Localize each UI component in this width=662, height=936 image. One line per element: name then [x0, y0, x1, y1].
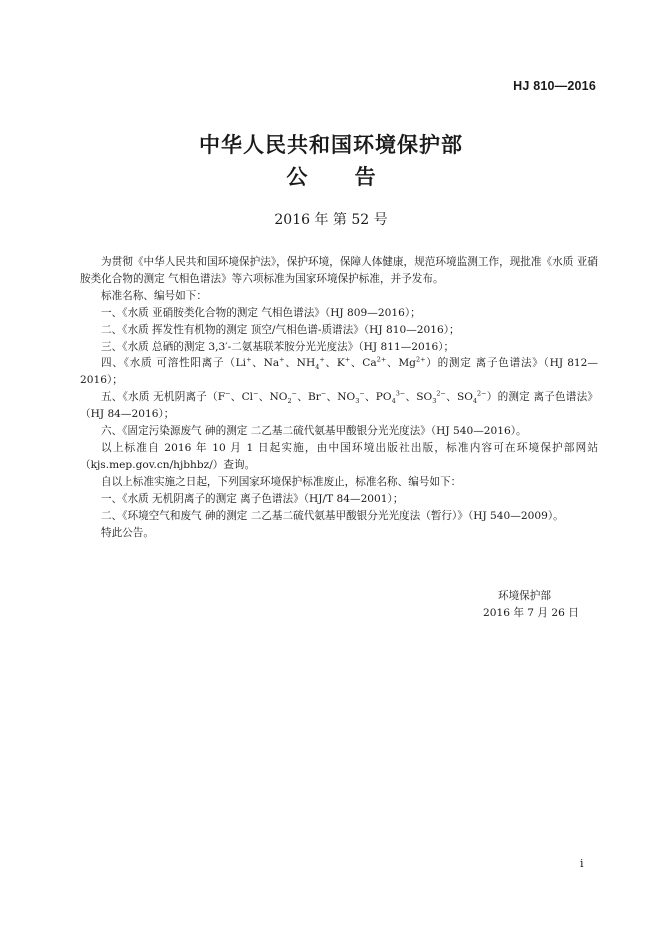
repealed-item-1: 一、《水质 无机阴离子的测定 离子色谱法》（HJ/T 84—2001）； — [101, 492, 404, 505]
issuing-organization: 中华人民共和国环境保护部 — [199, 132, 463, 157]
standard-item-3: 三、《水质 总硒的测定 3,3′-二氨基联苯胺分光光度法》（HJ 811—2016）； — [101, 340, 455, 353]
signature-issuer: 环境保护部 — [498, 590, 551, 602]
standard-item-6: 六、《固定污染源废气 砷的测定 二乙基二硫代氨基甲酸银分光光度法》（HJ 540—2016）。 — [101, 425, 527, 438]
standard-item-1: 一、《水质 亚硝胺类化合物的测定 气相色谱法》（HJ 809—2016）； — [101, 306, 421, 319]
repealed-item-2: 二、《环境空气和废气 砷的测定 二乙基二硫代氨基甲酸银分光光度法（暂行）》（HJ 540—2009）。 — [101, 509, 564, 522]
document-code: HJ 810—2016 — [513, 79, 596, 93]
intro-paragraph: 为贯彻《中华人民共和国环境保护法》，保护环境，保障人体健康，规范环境监测工作，现批准《水质 亚硝胺类化合物的测定 气相色谱法》等六项标准为国家环境保护标准，并予发布。 — [80, 256, 598, 285]
list-header: 标准名称、编号如下： — [101, 289, 207, 302]
signature-date: 2016 年 7 月 26 日 — [483, 607, 579, 619]
issue-number: 2016 年 第 52 号 — [274, 212, 388, 228]
document-type-title: 公 告 — [286, 164, 396, 189]
closing-line: 特此公告。 — [101, 526, 154, 539]
standard-item-5: 五、《水质 无机阴离子（F−、Cl−、$NO_2^-$、Br−、$NO_3^-$、$PO_4^{3-}$、$SO_3^{2-}$、$SO_4^{2-}$）的测定 离子色谱法》（HJ 84—2016）； — [80, 389, 598, 421]
page-number: i — [580, 857, 584, 870]
standard-item-4: 四、《水质 可溶性阳离子（Li+、Na+、$NH_4^+$、K+、$Ca^{2+}$、$Mg^{2+}$）的测定 离子色谱法》（HJ 812—2016）； — [80, 355, 599, 387]
standard-item-2: 二、《水质 挥发性有机物的测定 顶空/气相色谱-质谱法》（HJ 810—2016）； — [101, 323, 460, 336]
effective-date-paragraph: 以上标准自 2016 年 10 月 1 日起实施，由中国环境出版社出版，标准内容可在环境保护部网站（kjs.mep.gov.cn/hjbhbz/）查询。 — [80, 441, 598, 471]
repeal-header: 自以上标准实施之日起，下列国家环境保护标准废止，标准名称、编号如下： — [101, 475, 462, 488]
announcement-body — [80, 254, 598, 541]
